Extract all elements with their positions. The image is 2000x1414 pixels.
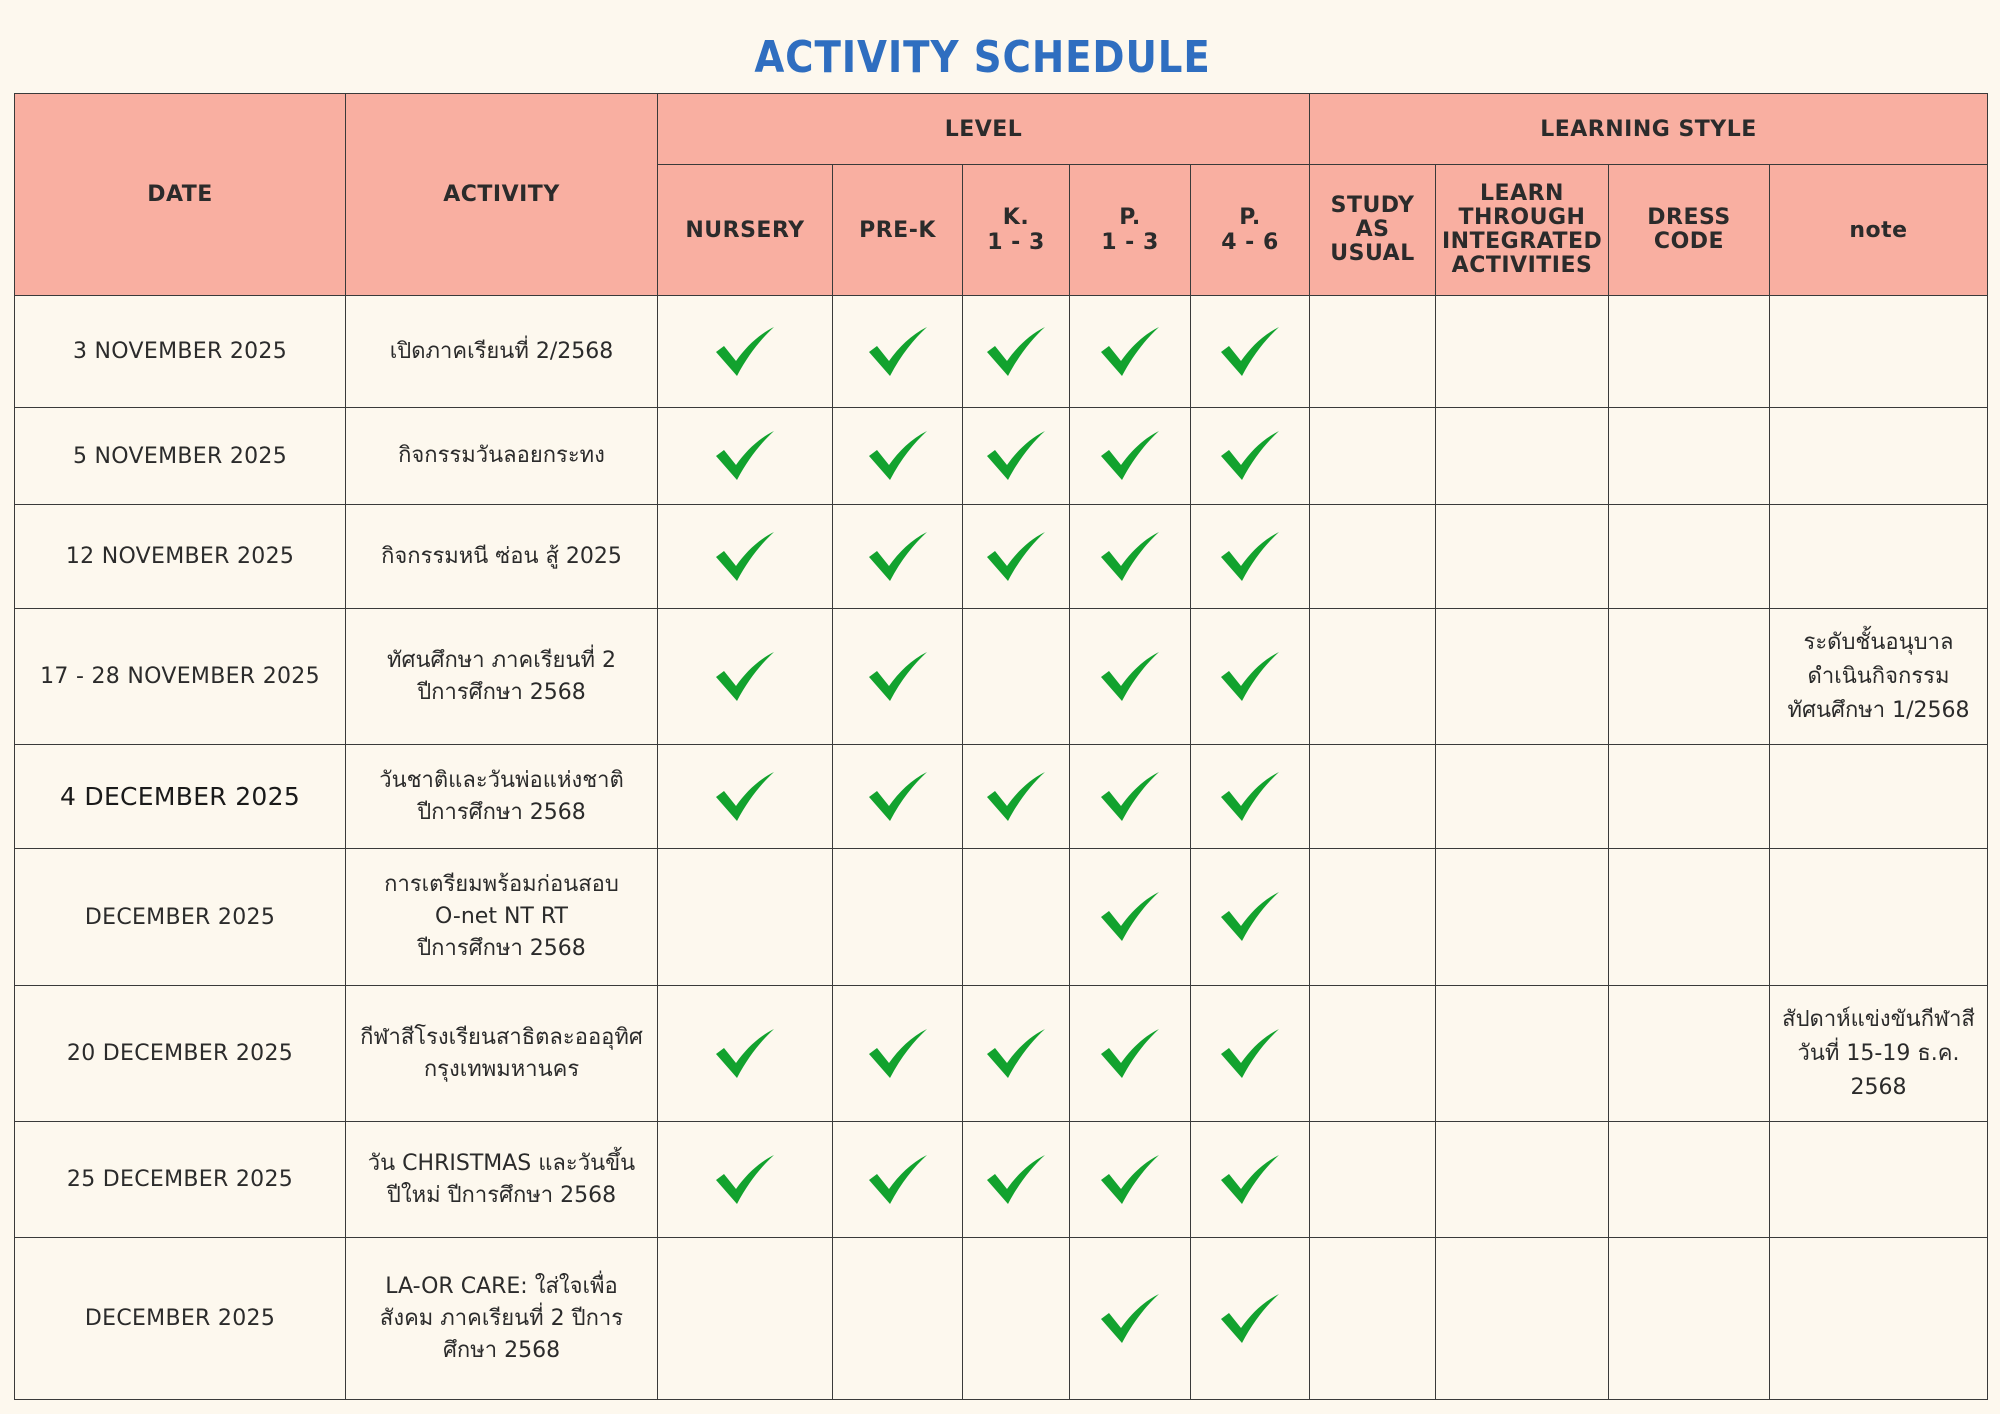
- activity-cell: [346, 1122, 658, 1238]
- checkmark-icon: [867, 1027, 929, 1081]
- table-row: [15, 296, 1988, 408]
- note-cell: [1770, 1122, 1988, 1238]
- level-cell-nursery: [658, 1238, 833, 1400]
- note-cell: [1770, 609, 1988, 745]
- checkmark-icon: [867, 530, 929, 584]
- style-cell-study-as-usual: [1310, 296, 1436, 408]
- activity-line: ปีการศึกษา 2568: [417, 799, 586, 825]
- checkmark-icon: [1099, 429, 1161, 483]
- level-cell-k-1-3: [963, 296, 1070, 408]
- note-cell: [1770, 505, 1988, 609]
- checkmark-icon: [867, 770, 929, 824]
- level-cell-p-1-3: [1070, 296, 1191, 408]
- checkmark-icon: [1219, 429, 1281, 483]
- checkmark-icon: [714, 530, 776, 584]
- level-cell-pre-k: [833, 1122, 963, 1238]
- style-cell-learn-through-activities: [1436, 609, 1609, 745]
- level-cell-p-4-6: [1191, 986, 1310, 1122]
- activity-line: กีฬาสีโรงเรียนสาธิตละอออุทิศ: [360, 1024, 643, 1050]
- style-cell-study-as-usual: [1310, 986, 1436, 1122]
- level-cell-pre-k: [833, 745, 963, 849]
- level-cell-nursery: [658, 1122, 833, 1238]
- date-cell: DECEMBER 2025: [15, 1238, 346, 1400]
- checkmark-icon: [1219, 325, 1281, 379]
- style-cell-dress-code: [1609, 609, 1770, 745]
- checkmark-icon: [985, 1027, 1047, 1081]
- table-row: [15, 986, 1988, 1122]
- header-study-as-usual: [1310, 165, 1436, 296]
- header-learn-line: THROUGH: [1458, 205, 1586, 230]
- note-cell: [1770, 1238, 1988, 1400]
- checkmark-icon: [867, 429, 929, 483]
- header-study-line: AS USUAL: [1330, 217, 1415, 266]
- style-cell-dress-code: [1609, 1238, 1770, 1400]
- checkmark-icon: [1099, 1153, 1161, 1207]
- level-cell-p-4-6: [1191, 745, 1310, 849]
- level-cell-p-1-3: [1070, 986, 1191, 1122]
- level-cell-p-4-6: [1191, 609, 1310, 745]
- checkmark-icon: [714, 650, 776, 704]
- level-cell-p-1-3: [1070, 408, 1191, 505]
- level-cell-p-4-6: [1191, 408, 1310, 505]
- note-line: 2568: [1850, 1074, 1907, 1100]
- level-cell-p-4-6: [1191, 505, 1310, 609]
- checkmark-icon: [1099, 1027, 1161, 1081]
- table-row: [15, 849, 1988, 986]
- note-line: วันที่ 15-19 ธ.ค.: [1797, 1040, 1960, 1066]
- activity-line: ทัศนศึกษา ภาคเรียนที่ 2: [387, 647, 616, 673]
- style-cell-learn-through-activities: [1436, 408, 1609, 505]
- level-cell-pre-k: [833, 986, 963, 1122]
- header-activity: ACTIVITY: [346, 94, 658, 296]
- style-cell-study-as-usual: [1310, 609, 1436, 745]
- level-cell-nursery: [658, 296, 833, 408]
- level-cell-p-1-3: [1070, 609, 1191, 745]
- checkmark-icon: [714, 1027, 776, 1081]
- header-date: DATE: [15, 94, 346, 296]
- note-cell: [1770, 745, 1988, 849]
- activity-line: วันชาติและวันพ่อแห่งชาติ: [379, 767, 624, 793]
- style-cell-dress-code: [1609, 1122, 1770, 1238]
- style-cell-dress-code: [1609, 296, 1770, 408]
- note-cell: [1770, 296, 1988, 408]
- level-cell-nursery: [658, 849, 833, 986]
- level-cell-pre-k: [833, 609, 963, 745]
- checkmark-icon: [1099, 530, 1161, 584]
- checkmark-icon: [985, 530, 1047, 584]
- style-cell-dress-code: [1609, 745, 1770, 849]
- header-note: note: [1770, 165, 1988, 296]
- level-cell-k-1-3: [963, 1238, 1070, 1400]
- header-learn-line: INTEGRATED: [1442, 229, 1603, 254]
- style-cell-study-as-usual: [1310, 505, 1436, 609]
- level-cell-p-4-6: [1191, 1238, 1310, 1400]
- date-cell: 4 DECEMBER 2025: [15, 745, 346, 849]
- checkmark-icon: [867, 325, 929, 379]
- note-cell: [1770, 849, 1988, 986]
- checkmark-icon: [1099, 890, 1161, 944]
- activity-line: วัน CHRISTMAS และวันขึ้น: [367, 1150, 636, 1176]
- date-cell: 5 NOVEMBER 2025: [15, 408, 346, 505]
- checkmark-icon: [1099, 770, 1161, 824]
- header-learn-line: ACTIVITIES: [1451, 253, 1593, 278]
- checkmark-icon: [714, 1153, 776, 1207]
- header-p-1-3-line: P.: [1119, 205, 1141, 230]
- checkmark-icon: [985, 770, 1047, 824]
- date-cell: 17 - 28 NOVEMBER 2025: [15, 609, 346, 745]
- checkmark-icon: [867, 1153, 929, 1207]
- activity-cell: [346, 1238, 658, 1400]
- activity-line: LA-OR CARE: ใส่ใจเพื่อ: [385, 1273, 618, 1299]
- activity-line: ปีใหม่ ปีการศึกษา 2568: [386, 1182, 617, 1208]
- style-cell-study-as-usual: [1310, 408, 1436, 505]
- note-cell: [1770, 408, 1988, 505]
- activity-line: สังคม ภาคเรียนที่ 2 ปีการ: [379, 1305, 624, 1331]
- checkmark-icon: [714, 429, 776, 483]
- level-cell-nursery: [658, 505, 833, 609]
- note-line: ดำเนินกิจกรรม: [1807, 663, 1950, 689]
- schedule-body: [15, 296, 1988, 1400]
- level-cell-p-4-6: [1191, 849, 1310, 986]
- level-cell-k-1-3: [963, 849, 1070, 986]
- activity-schedule-table: [14, 93, 1988, 1400]
- style-cell-dress-code: [1609, 505, 1770, 609]
- date-cell: 20 DECEMBER 2025: [15, 986, 346, 1122]
- level-cell-p-1-3: [1070, 849, 1191, 986]
- date-cell: 12 NOVEMBER 2025: [15, 505, 346, 609]
- checkmark-icon: [1219, 1153, 1281, 1207]
- checkmark-icon: [985, 1153, 1047, 1207]
- style-cell-learn-through-activities: [1436, 986, 1609, 1122]
- level-cell-p-1-3: [1070, 745, 1191, 849]
- table-row: [15, 408, 1988, 505]
- level-cell-k-1-3: [963, 745, 1070, 849]
- activity-cell: [346, 296, 658, 408]
- note-line: ทัศนศึกษา 1/2568: [1787, 697, 1970, 723]
- activity-line: ศึกษา 2568: [442, 1337, 561, 1363]
- note-line: ระดับชั้นอนุบาล: [1803, 629, 1954, 655]
- checkmark-icon: [867, 650, 929, 704]
- activity-line: การเตรียมพร้อมก่อนสอบ: [384, 872, 619, 897]
- header-k-1-3-line: K.: [1002, 205, 1030, 230]
- level-cell-k-1-3: [963, 408, 1070, 505]
- header-k-1-3-line: 1 - 3: [987, 230, 1045, 255]
- header-k-1-3: [963, 165, 1070, 296]
- level-cell-nursery: [658, 609, 833, 745]
- style-cell-learn-through-activities: [1436, 1122, 1609, 1238]
- table-row: [15, 505, 1988, 609]
- header-study-line: STUDY: [1330, 193, 1415, 218]
- checkmark-icon: [1219, 770, 1281, 824]
- activity-line: ปีการศึกษา 2568: [417, 679, 586, 705]
- header-pre-k: PRE-K: [833, 165, 963, 296]
- activity-cell: [346, 745, 658, 849]
- level-cell-k-1-3: [963, 505, 1070, 609]
- checkmark-icon: [1099, 1292, 1161, 1346]
- level-cell-k-1-3: [963, 609, 1070, 745]
- style-cell-learn-through-activities: [1436, 849, 1609, 986]
- note-line: สัปดาห์แข่งขันกีฬาสี: [1782, 1006, 1975, 1032]
- checkmark-icon: [1219, 650, 1281, 704]
- level-cell-nursery: [658, 745, 833, 849]
- header-p-4-6-line: P.: [1239, 205, 1261, 230]
- level-cell-pre-k: [833, 296, 963, 408]
- header-p-1-3-line: 1 - 3: [1101, 230, 1159, 255]
- checkmark-icon: [1219, 530, 1281, 584]
- header-p-4-6: [1191, 165, 1310, 296]
- date-cell: DECEMBER 2025: [15, 849, 346, 986]
- style-cell-learn-through-activities: [1436, 505, 1609, 609]
- level-cell-nursery: [658, 986, 833, 1122]
- header-dress-code: DRESS CODE: [1609, 165, 1770, 296]
- page-title: ACTIVITY SCHEDULE: [754, 32, 1211, 83]
- level-cell-k-1-3: [963, 1122, 1070, 1238]
- style-cell-dress-code: [1609, 408, 1770, 505]
- table-row: [15, 609, 1988, 745]
- header-learning-style: LEARNING STYLE: [1310, 94, 1988, 165]
- note-cell: [1770, 986, 1988, 1122]
- level-cell-pre-k: [833, 408, 963, 505]
- level-cell-p-1-3: [1070, 1122, 1191, 1238]
- style-cell-dress-code: [1609, 849, 1770, 986]
- header-p-4-6-line: 4 - 6: [1221, 230, 1279, 255]
- checkmark-icon: [1099, 650, 1161, 704]
- header-learn-through-integrated-activities: [1436, 165, 1609, 296]
- level-cell-k-1-3: [963, 986, 1070, 1122]
- level-cell-p-1-3: [1070, 505, 1191, 609]
- checkmark-icon: [1099, 325, 1161, 379]
- date-cell: 25 DECEMBER 2025: [15, 1122, 346, 1238]
- activity-cell: [346, 986, 658, 1122]
- date-cell: 3 NOVEMBER 2025: [15, 296, 346, 408]
- style-cell-study-as-usual: [1310, 1238, 1436, 1400]
- header-learn-line: LEARN: [1480, 181, 1564, 206]
- activity-line: ปีการศึกษา 2568: [417, 936, 586, 961]
- activity-line: กิจกรรมวันลอยกระทง: [398, 443, 605, 468]
- checkmark-icon: [985, 429, 1047, 483]
- header-level: LEVEL: [658, 94, 1310, 165]
- style-cell-dress-code: [1609, 986, 1770, 1122]
- style-cell-learn-through-activities: [1436, 1238, 1609, 1400]
- activity-cell: [346, 849, 658, 986]
- activity-line: กรุงเทพมหานคร: [423, 1056, 580, 1082]
- activity-line: เปิดภาคเรียนที่ 2/2568: [389, 338, 614, 364]
- level-cell-pre-k: [833, 505, 963, 609]
- activity-cell: [346, 408, 658, 505]
- activity-line: กิจกรรมหนี ซ่อน สู้ 2025: [381, 543, 622, 569]
- style-cell-learn-through-activities: [1436, 745, 1609, 849]
- checkmark-icon: [1219, 890, 1281, 944]
- table-row: [15, 1122, 1988, 1238]
- level-cell-p-4-6: [1191, 296, 1310, 408]
- style-cell-study-as-usual: [1310, 849, 1436, 986]
- level-cell-p-4-6: [1191, 1122, 1310, 1238]
- activity-cell: [346, 609, 658, 745]
- header-p-1-3: [1070, 165, 1191, 296]
- level-cell-pre-k: [833, 1238, 963, 1400]
- style-cell-study-as-usual: [1310, 1122, 1436, 1238]
- activity-line: O-net NT RT: [435, 904, 568, 929]
- level-cell-p-1-3: [1070, 1238, 1191, 1400]
- style-cell-learn-through-activities: [1436, 296, 1609, 408]
- checkmark-icon: [1219, 1292, 1281, 1346]
- checkmark-icon: [985, 325, 1047, 379]
- table-row: [15, 745, 1988, 849]
- activity-cell: [346, 505, 658, 609]
- checkmark-icon: [714, 770, 776, 824]
- level-cell-pre-k: [833, 849, 963, 986]
- level-cell-nursery: [658, 408, 833, 505]
- style-cell-study-as-usual: [1310, 745, 1436, 849]
- header-nursery: NURSERY: [658, 165, 833, 296]
- table-row: [15, 1238, 1988, 1400]
- checkmark-icon: [1219, 1027, 1281, 1081]
- checkmark-icon: [714, 325, 776, 379]
